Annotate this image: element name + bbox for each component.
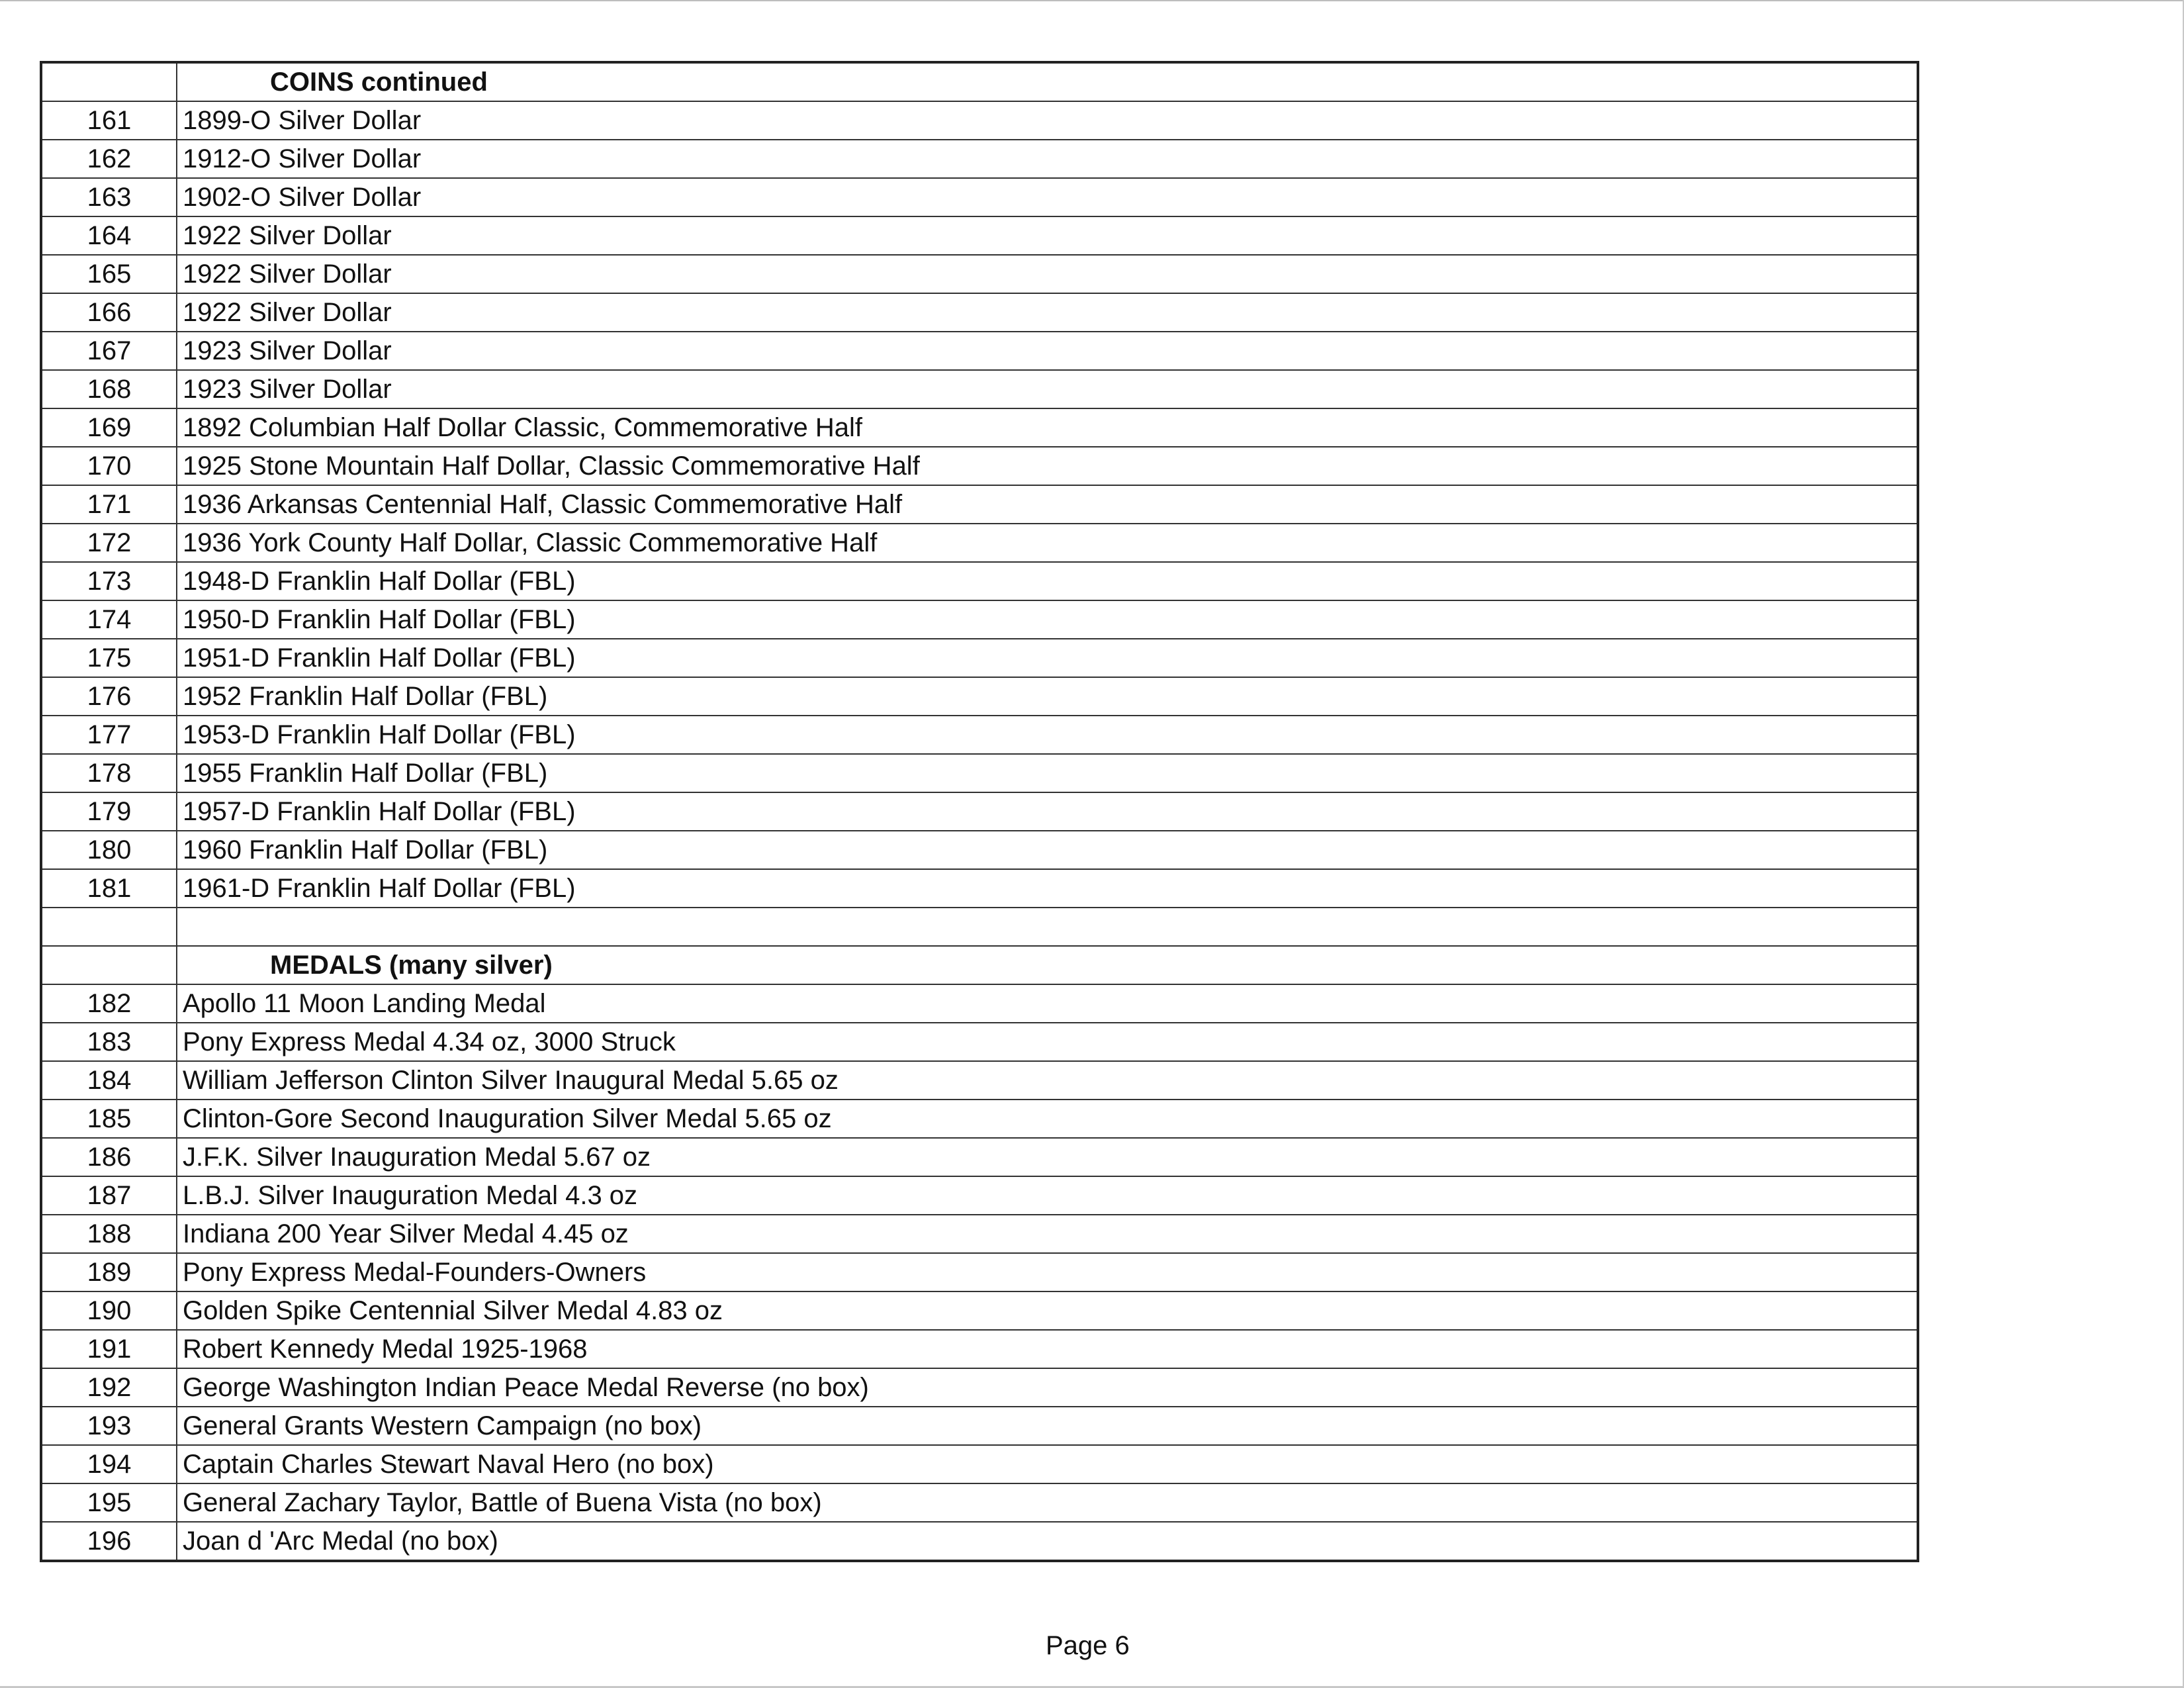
- item-description: 1953-D Franklin Half Dollar (FBL): [177, 716, 1918, 754]
- item-description: 1936 York County Half Dollar, Classic Commemorative Half: [177, 524, 1918, 562]
- item-number: 174: [41, 600, 177, 639]
- medals-section-header: [41, 946, 1918, 984]
- item-number: 166: [41, 293, 177, 332]
- coins-section-header: [41, 62, 1918, 101]
- item-description: Robert Kennedy Medal 1925-1968: [177, 1330, 1918, 1368]
- item-number: 165: [41, 255, 177, 293]
- blank-description-cell: [177, 908, 1918, 946]
- item-number: 173: [41, 562, 177, 600]
- item-number: 175: [41, 639, 177, 677]
- table-row: [41, 677, 1918, 716]
- table-row: [41, 1368, 1918, 1407]
- item-description: Clinton-Gore Second Inauguration Silver Medal 5.65 oz: [177, 1100, 1918, 1138]
- item-number: 162: [41, 140, 177, 178]
- table-row: [41, 1483, 1918, 1522]
- table-row: [41, 1330, 1918, 1368]
- item-description: Golden Spike Centennial Silver Medal 4.83 oz: [177, 1291, 1918, 1330]
- item-number: 177: [41, 716, 177, 754]
- table-row: [41, 1407, 1918, 1445]
- item-description: General Grants Western Campaign (no box): [177, 1407, 1918, 1445]
- table-row: [41, 1522, 1918, 1561]
- table-row: [41, 216, 1918, 255]
- item-description: 1912-O Silver Dollar: [177, 140, 1918, 178]
- item-description: William Jefferson Clinton Silver Inaugural Medal 5.65 oz: [177, 1061, 1918, 1100]
- item-number: 184: [41, 1061, 177, 1100]
- item-number: 176: [41, 677, 177, 716]
- table-row: [41, 1023, 1918, 1061]
- table-row: [41, 485, 1918, 524]
- table-row: [41, 101, 1918, 140]
- item-number: 185: [41, 1100, 177, 1138]
- item-number: 161: [41, 101, 177, 140]
- table-row: [41, 1215, 1918, 1253]
- item-number: 163: [41, 178, 177, 216]
- item-description: 1955 Franklin Half Dollar (FBL): [177, 754, 1918, 792]
- item-description: 1892 Columbian Half Dollar Classic, Commemorative Half: [177, 408, 1918, 447]
- table-body: [41, 62, 1918, 1561]
- table-row: [41, 600, 1918, 639]
- item-number: 196: [41, 1522, 177, 1561]
- item-description: 1960 Franklin Half Dollar (FBL): [177, 831, 1918, 869]
- inventory-table: [40, 61, 1919, 1562]
- section-number-cell: [41, 62, 177, 101]
- table-row: [41, 984, 1918, 1023]
- item-description: Indiana 200 Year Silver Medal 4.45 oz: [177, 1215, 1918, 1253]
- item-number: 194: [41, 1445, 177, 1483]
- item-description: 1961-D Franklin Half Dollar (FBL): [177, 869, 1918, 908]
- item-number: 192: [41, 1368, 177, 1407]
- table-row: [41, 831, 1918, 869]
- item-description: Joan d 'Arc Medal (no box): [177, 1522, 1918, 1561]
- item-number: 195: [41, 1483, 177, 1522]
- table-row: [41, 1061, 1918, 1100]
- table-row: [41, 754, 1918, 792]
- table-row: [41, 716, 1918, 754]
- item-description: 1936 Arkansas Centennial Half, Classic Commemorative Half: [177, 485, 1918, 524]
- item-description: 1923 Silver Dollar: [177, 370, 1918, 408]
- table-row: [41, 869, 1918, 908]
- item-number: 186: [41, 1138, 177, 1176]
- table-row: [41, 408, 1918, 447]
- item-number: 169: [41, 408, 177, 447]
- item-number: 191: [41, 1330, 177, 1368]
- table-row: [41, 524, 1918, 562]
- item-number: 167: [41, 332, 177, 370]
- item-description: George Washington Indian Peace Medal Reverse (no box): [177, 1368, 1918, 1407]
- item-number: 182: [41, 984, 177, 1023]
- item-description: Pony Express Medal 4.34 oz, 3000 Struck: [177, 1023, 1918, 1061]
- item-description: 1925 Stone Mountain Half Dollar, Classic Commemorative Half: [177, 447, 1918, 485]
- item-description: 1950-D Franklin Half Dollar (FBL): [177, 600, 1918, 639]
- table-row: [41, 1291, 1918, 1330]
- item-number: 164: [41, 216, 177, 255]
- blank-row: [41, 908, 1918, 946]
- item-number: 183: [41, 1023, 177, 1061]
- item-description: 1902-O Silver Dollar: [177, 178, 1918, 216]
- item-description: Pony Express Medal-Founders-Owners: [177, 1253, 1918, 1291]
- item-description: 1957-D Franklin Half Dollar (FBL): [177, 792, 1918, 831]
- item-description: 1922 Silver Dollar: [177, 255, 1918, 293]
- item-description: Captain Charles Stewart Naval Hero (no box): [177, 1445, 1918, 1483]
- item-description: Apollo 11 Moon Landing Medal: [177, 984, 1918, 1023]
- table-row: [41, 293, 1918, 332]
- item-description: 1952 Franklin Half Dollar (FBL): [177, 677, 1918, 716]
- item-description: 1948-D Franklin Half Dollar (FBL): [177, 562, 1918, 600]
- blank-number-cell: [41, 908, 177, 946]
- table-row: [41, 1253, 1918, 1291]
- item-description: J.F.K. Silver Inauguration Medal 5.67 oz: [177, 1138, 1918, 1176]
- section-title: COINS continued: [177, 62, 1918, 101]
- table-row: [41, 1445, 1918, 1483]
- table-row: [41, 178, 1918, 216]
- table-row: [41, 1100, 1918, 1138]
- item-description: 1922 Silver Dollar: [177, 293, 1918, 332]
- item-number: 190: [41, 1291, 177, 1330]
- item-description: General Zachary Taylor, Battle of Buena Vista (no box): [177, 1483, 1918, 1522]
- table-row: [41, 1138, 1918, 1176]
- item-number: 193: [41, 1407, 177, 1445]
- table-row: [41, 1176, 1918, 1215]
- item-description: 1951-D Franklin Half Dollar (FBL): [177, 639, 1918, 677]
- page-number: Page 6: [1046, 1631, 1130, 1660]
- item-number: 171: [41, 485, 177, 524]
- item-description: 1922 Silver Dollar: [177, 216, 1918, 255]
- item-number: 168: [41, 370, 177, 408]
- table-row: [41, 370, 1918, 408]
- item-number: 180: [41, 831, 177, 869]
- item-description: 1923 Silver Dollar: [177, 332, 1918, 370]
- item-number: 178: [41, 754, 177, 792]
- item-description: L.B.J. Silver Inauguration Medal 4.3 oz: [177, 1176, 1918, 1215]
- item-description: 1899-O Silver Dollar: [177, 101, 1918, 140]
- section-title: MEDALS (many silver): [177, 946, 1918, 984]
- table-row: [41, 639, 1918, 677]
- table-row: [41, 792, 1918, 831]
- item-number: 179: [41, 792, 177, 831]
- item-number: 189: [41, 1253, 177, 1291]
- section-number-cell: [41, 946, 177, 984]
- item-number: 170: [41, 447, 177, 485]
- table-row: [41, 255, 1918, 293]
- item-number: 188: [41, 1215, 177, 1253]
- item-number: 187: [41, 1176, 177, 1215]
- page-top-edge: [0, 0, 2184, 4]
- table-row: [41, 447, 1918, 485]
- table-row: [41, 332, 1918, 370]
- table-row: [41, 140, 1918, 178]
- table-row: [41, 562, 1918, 600]
- item-number: 172: [41, 524, 177, 562]
- item-number: 181: [41, 869, 177, 908]
